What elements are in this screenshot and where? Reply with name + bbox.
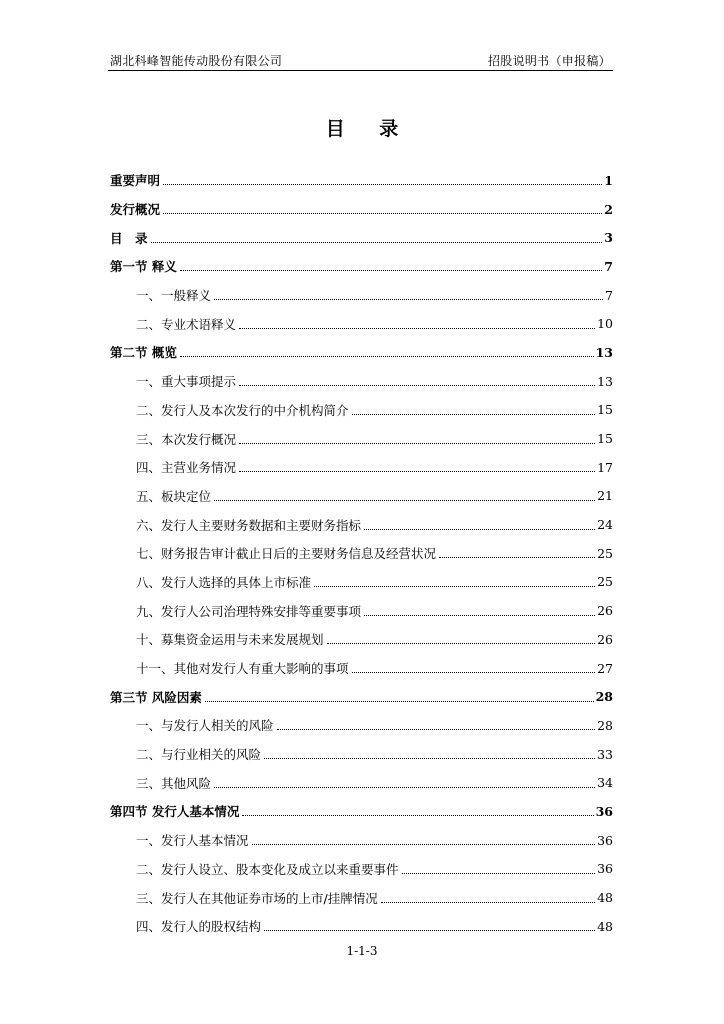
toc-entry-page-number: 25 xyxy=(597,545,613,561)
toc-entry-page-number: 7 xyxy=(604,258,613,274)
toc-entry-label: 第三节 风险因素 xyxy=(110,689,202,705)
toc-entry-page-number: 26 xyxy=(597,631,613,647)
toc-entry-label: 四、发行人的股权结构 xyxy=(136,919,262,935)
toc-subsection-entry[interactable] xyxy=(110,768,613,797)
toc-subsection-entry[interactable] xyxy=(110,883,613,912)
toc-entry-label: 第二节 概览 xyxy=(110,345,177,361)
toc-subsection-entry[interactable] xyxy=(110,568,613,597)
page-number: 1-1-3 xyxy=(346,944,378,958)
toc-entry-page-number: 21 xyxy=(597,488,613,504)
toc-subsection-entry[interactable] xyxy=(110,912,613,941)
toc-section-entry[interactable] xyxy=(110,166,613,195)
toc-subsection-entry[interactable] xyxy=(110,396,613,425)
page-header xyxy=(108,48,613,71)
toc-entry-label: 重要声明 xyxy=(110,173,161,189)
toc-dot-leader xyxy=(264,919,595,933)
toc-entry-label: 一、与发行人相关的风险 xyxy=(136,718,274,734)
toc-subsection-entry[interactable] xyxy=(110,855,613,884)
toc-entry-page-number: 2 xyxy=(604,201,613,217)
toc-dot-leader xyxy=(205,690,594,704)
toc-entry-page-number: 26 xyxy=(597,603,613,619)
toc-subsection-entry[interactable] xyxy=(110,596,613,625)
toc-dot-leader xyxy=(327,632,596,646)
page-title: 目 录 xyxy=(325,118,413,140)
toc-entry-page-number: 1 xyxy=(604,172,613,188)
toc-subsection-entry[interactable] xyxy=(110,654,613,683)
header-company-name: 湖北科峰智能传动股份有限公司 xyxy=(110,54,283,68)
toc-entry-label: 第一节 释义 xyxy=(110,259,177,275)
toc-dot-leader xyxy=(214,776,595,790)
toc-subsection-entry[interactable] xyxy=(110,367,613,396)
toc-entry-page-number: 24 xyxy=(597,517,613,533)
toc-subsection-entry[interactable] xyxy=(110,740,613,769)
toc-entry-page-number: 15 xyxy=(597,431,613,447)
toc-dot-leader xyxy=(151,231,603,245)
toc-section-entry[interactable] xyxy=(110,338,613,367)
toc-entry-page-number: 28 xyxy=(595,689,613,705)
toc-entry-label: 八、发行人选择的具体上市标准 xyxy=(136,574,312,590)
toc-entry-page-number: 25 xyxy=(597,574,613,590)
toc-subsection-entry[interactable] xyxy=(110,281,613,310)
toc-section-entry[interactable] xyxy=(110,252,613,281)
toc-dot-leader xyxy=(180,259,602,273)
toc-entry-label: 六、发行人主要财务数据和主要财务指标 xyxy=(136,517,362,533)
toc-entry-label: 三、发行人在其他证券市场的上市/挂牌情况 xyxy=(136,890,378,906)
toc-subsection-entry[interactable] xyxy=(110,482,613,511)
toc-entry-page-number: 13 xyxy=(595,344,613,360)
toc-entry-label: 一、发行人基本情况 xyxy=(136,833,249,849)
toc-section-entry[interactable] xyxy=(110,195,613,224)
toc-dot-leader xyxy=(214,288,603,302)
toc-section-entry[interactable] xyxy=(110,682,613,711)
toc-dot-leader xyxy=(180,345,594,359)
toc-entry-label: 九、发行人公司治理特殊安排等重要事项 xyxy=(136,603,362,619)
toc-entry-page-number: 48 xyxy=(597,918,613,934)
toc-subsection-entry[interactable] xyxy=(110,625,613,654)
toc-dot-leader xyxy=(439,546,595,560)
toc-entry-label: 二、与行业相关的风险 xyxy=(136,747,262,763)
toc-entry-label: 目 录 xyxy=(110,230,148,246)
toc-entry-page-number: 3 xyxy=(604,230,613,246)
toc-entry-label: 二、发行人及本次发行的中介机构简介 xyxy=(136,402,349,418)
toc-entry-page-number: 15 xyxy=(597,402,613,418)
toc-entry-page-number: 17 xyxy=(597,459,613,475)
toc-entry-page-number: 27 xyxy=(597,660,613,676)
toc-dot-leader xyxy=(402,862,596,876)
toc-entry-label: 十一、其他对发行人有重大影响的事项 xyxy=(136,661,349,677)
toc-section-entry[interactable] xyxy=(110,797,613,826)
toc-entry-label: 一、一般释义 xyxy=(136,288,212,304)
toc-dot-leader xyxy=(381,891,595,905)
toc-dot-leader xyxy=(352,403,596,417)
toc-dot-leader xyxy=(239,460,595,474)
toc-dot-leader xyxy=(277,718,596,732)
toc-dot-leader xyxy=(364,518,595,532)
toc-entry-page-number: 10 xyxy=(597,316,613,332)
toc-dot-leader xyxy=(264,747,595,761)
toc-entry-page-number: 36 xyxy=(595,803,613,819)
toc-subsection-entry[interactable] xyxy=(110,826,613,855)
toc-entry-page-number: 48 xyxy=(597,890,613,906)
toc-subsection-entry[interactable] xyxy=(110,539,613,568)
toc-entry-label: 三、本次发行概况 xyxy=(136,431,237,447)
toc-dot-leader xyxy=(214,489,595,503)
toc-section-entry[interactable] xyxy=(110,223,613,252)
toc-entry-page-number: 33 xyxy=(597,746,613,762)
toc-dot-leader xyxy=(239,432,595,446)
toc-entry-label: 二、发行人设立、股本变化及成立以来重要事件 xyxy=(136,861,399,877)
header-document-type: 招股说明书（申报稿） xyxy=(487,54,611,68)
table-of-contents xyxy=(110,166,613,941)
toc-subsection-entry[interactable] xyxy=(110,453,613,482)
toc-entry-label: 四、主营业务情况 xyxy=(136,460,237,476)
toc-dot-leader xyxy=(314,575,595,589)
toc-entry-page-number: 13 xyxy=(597,373,613,389)
toc-entry-page-number: 34 xyxy=(597,775,613,791)
toc-entry-label: 五、板块定位 xyxy=(136,488,212,504)
toc-dot-leader xyxy=(239,317,595,331)
toc-dot-leader xyxy=(242,804,593,818)
toc-subsection-entry[interactable] xyxy=(110,711,613,740)
toc-entry-label: 十、募集资金运用与未来发展规划 xyxy=(136,632,324,648)
toc-entry-page-number: 7 xyxy=(605,287,613,303)
toc-entry-label: 发行概况 xyxy=(110,202,161,218)
toc-entry-page-number: 36 xyxy=(597,832,613,848)
toc-dot-leader xyxy=(352,661,596,675)
toc-entry-label: 二、专业术语释义 xyxy=(136,316,237,332)
toc-dot-leader xyxy=(163,202,602,216)
toc-entry-label: 第四节 发行人基本情况 xyxy=(110,804,240,820)
toc-entry-page-number: 28 xyxy=(597,717,613,733)
toc-dot-leader xyxy=(239,374,595,388)
toc-subsection-entry[interactable] xyxy=(110,424,613,453)
toc-dot-leader xyxy=(163,173,602,187)
toc-entry-label: 三、其他风险 xyxy=(136,775,212,791)
toc-entry-label: 七、财务报告审计截止日后的主要财务信息及经营状况 xyxy=(136,546,437,562)
toc-entry-page-number: 36 xyxy=(597,861,613,877)
toc-subsection-entry[interactable] xyxy=(110,309,613,338)
toc-dot-leader xyxy=(252,833,596,847)
toc-subsection-entry[interactable] xyxy=(110,510,613,539)
toc-entry-label: 一、重大事项提示 xyxy=(136,374,237,390)
toc-dot-leader xyxy=(364,604,595,618)
